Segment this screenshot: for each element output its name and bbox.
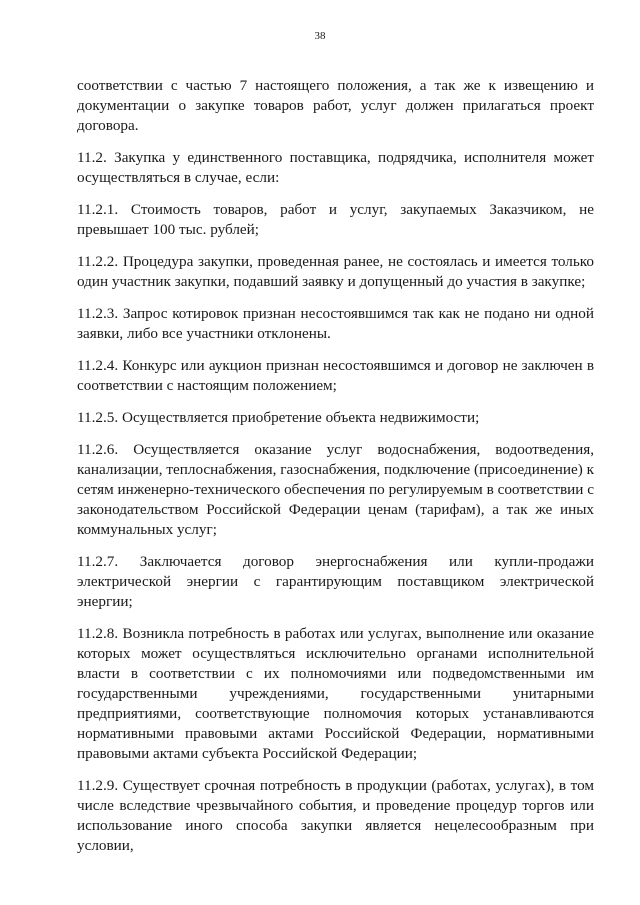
paragraph-11-2-8: 11.2.8. Возникла потребность в работах или услугах, выполнение или оказание которых может осуществляться исключительно органами исполнительной власти в соответствии с их полномочиями или подведомственными им государственными учреждениями, государственными унитарными предприятиями, соответствующие полномочия которых устанавливаются нормативными правовыми актами Российской Федерации, нормативными правовыми актами субъекта Российской Федерации; (77, 625, 594, 762)
paragraph-11-2: 11.2. Закупка у единственного поставщика, подрядчика, исполнителя может осуществляться в случае, если: (77, 149, 594, 186)
paragraph-11-2-3: 11.2.3. Запрос котировок признан несостоявшимся так как не подано ни одной заявки, либо все участники отклонены. (77, 305, 594, 342)
paragraph-11-2-7: 11.2.7. Заключается договор энергоснабжения или купли-продажи электрической энергии с гарантирующим поставщиком электрической энергии; (77, 553, 594, 610)
paragraph-continuation: соответствии с частью 7 настоящего положения, а так же к извещению и документации о закупке товаров работ, услуг должен прилагаться проект договора. (77, 77, 594, 134)
page-number: 38 (314, 30, 326, 42)
paragraph-11-2-5: 11.2.5. Осуществляется приобретение объекта недвижимости; (77, 409, 480, 426)
paragraph-11-2-9: 11.2.9. Существует срочная потребность в продукции (работах, услугах), в том числе вследствие чрезвычайного события, и проведение процедур торгов или использование иного способа закупки является нецелесообразным при условии, (77, 777, 594, 854)
document-body (77, 76, 594, 868)
paragraph-11-2-6: 11.2.6. Осуществляется оказание услуг водоснабжения, водоотведения, канализации, теплоснабжения, газоснабжения, подключение (присоединение) к сетям инженерно-технического обеспечения по регулируемым в соответствии с законодательством Российской Федерации ценам (тарифам), а так же иных коммунальных услуг; (77, 441, 594, 538)
paragraph-11-2-4: 11.2.4. Конкурс или аукцион признан несостоявшимся и договор не заключен в соответствии с настоящим положением; (77, 357, 594, 394)
paragraph-11-2-2: 11.2.2. Процедура закупки, проведенная ранее, не состоялась и имеется только один участник закупки, подавший заявку и допущенный до участия в закупке; (77, 253, 594, 290)
paragraph-11-2-1: 11.2.1. Стоимость товаров, работ и услуг, закупаемых Заказчиком, не превышает 100 тыс. рублей; (77, 201, 594, 238)
